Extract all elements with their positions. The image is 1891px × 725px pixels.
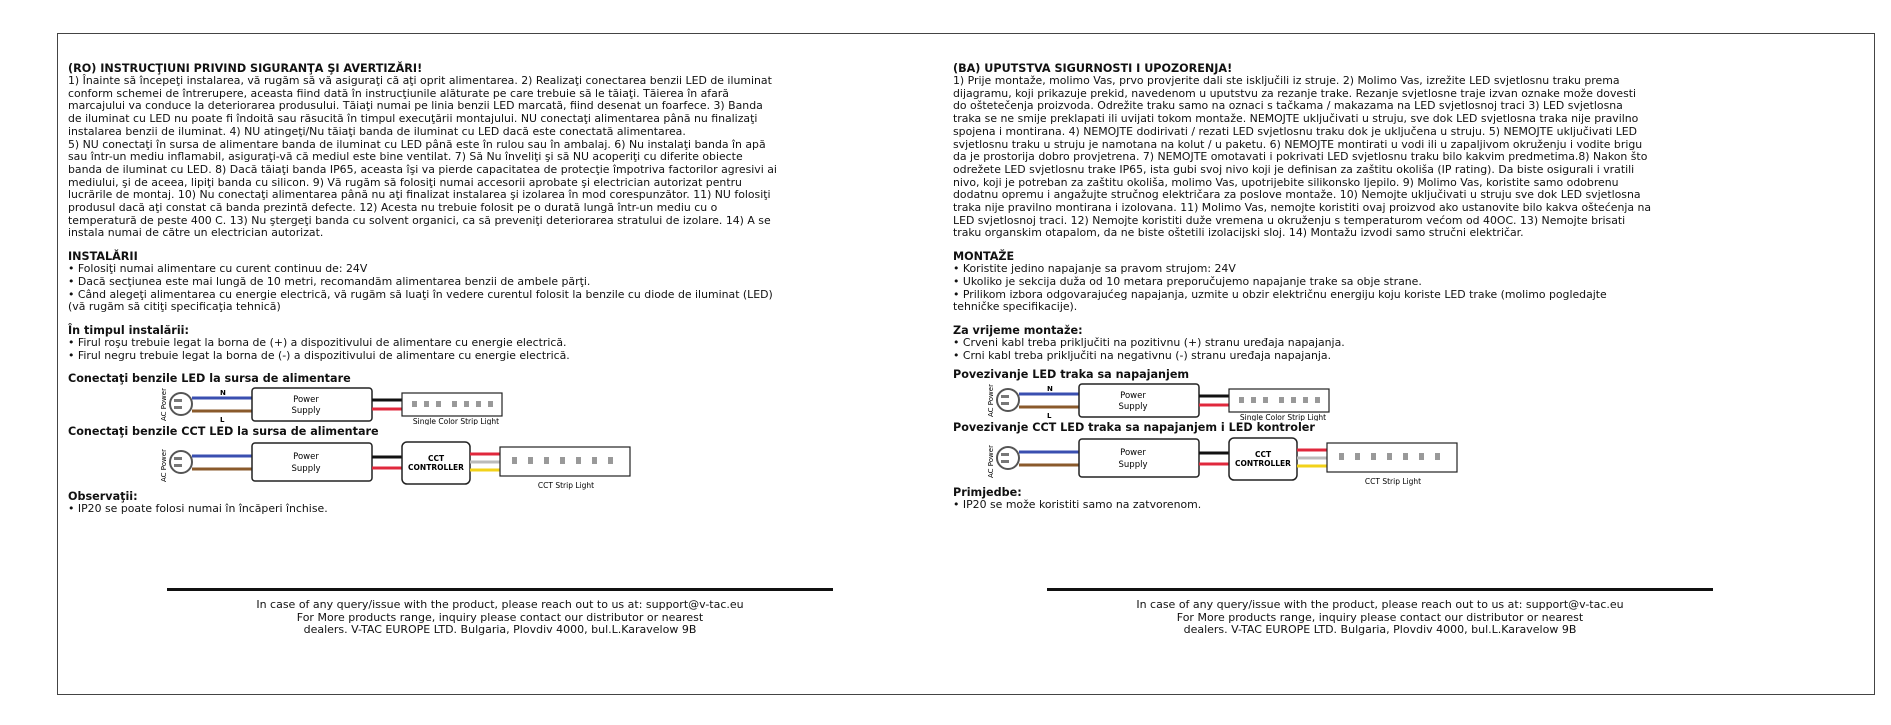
footer-distributor-line: For More products range, inquiry please contact our distributor or nearest xyxy=(1176,610,1584,624)
power-supply-box xyxy=(1079,439,1199,477)
cct-strip-label: CCT Strip Light xyxy=(1364,477,1422,487)
footer-distributor-line: For More products range, inquiry please contact our distributor or nearest xyxy=(296,610,704,624)
power-supply-label: Supply xyxy=(291,406,321,417)
ro-cct-diagram xyxy=(68,438,848,490)
ba-body-line: odrežete LED svjetlosnu trake IP65, ista gubi svoj nivo koji je definisan za zaštitu okoliša (IP rating). Da biste osigurali i vratili xyxy=(953,162,1635,176)
ba-body-line: dodatnu opremu i angažujte stručnog električara za poslove montaže. 10) Nemojte uključivati u struju sve dok LED svjetlosna xyxy=(953,188,1641,202)
live-label: L xyxy=(1047,412,1052,421)
ro-obs-heading: Observaţii: xyxy=(68,490,138,504)
ro-body-line: lucrările de montaj. 10) Nu conectaţi alimentarea până nu aţi finalizat instalarea şi izolarea în mod corespunzător. 11) NU folosiţi xyxy=(68,188,771,202)
ro-body-line: instalarea benzii de iluminat. 4) NU atingeţi/Nu tăiaţi banda de iluminat cu LED dacă este conectată alimentarea. xyxy=(68,124,686,138)
footer-address-line: dealers. V-TAC EUROPE LTD. Bulgaria, Plovdiv 4000, bul.L.Karavelow 9B xyxy=(1183,623,1577,636)
footer-contact-line: In case of any query/issue with the product, please reach out to us at: support@v-tac.eu xyxy=(1136,598,1624,611)
ro-install-line: • Dacă secţiunea este mai lungă de 10 metri, recomandăm alimentarea benzii de ambele părţi. xyxy=(68,274,591,288)
footer-contact-line: In case of any query/issue with the product, please reach out to us at: support@v-tac.eu xyxy=(256,598,744,611)
footer-right xyxy=(1047,588,1713,637)
ro-body-line: mediului, şi de aceea, lipiţi banda cu silicon. 9) Vă rugăm să folosiţi numai accesorii aprobate şi electrician autorizat pentru xyxy=(68,175,742,189)
neutral-label: N xyxy=(220,389,226,398)
ac-plug-icon xyxy=(997,389,1019,411)
ba-body-line: do oštetečenja proizvoda. Odrežite traku samo na oznaci s tačkama / makazama na LED svjetlosnoj traci 3) LED svjetlosna xyxy=(953,99,1623,113)
power-supply-label: Power xyxy=(1120,391,1146,402)
cct-controller-label: CONTROLLER xyxy=(1235,459,1291,469)
ba-during-line: • Crni kabl treba priključiti na negativnu (-) stranu uređaja napajanja. xyxy=(953,348,1332,362)
ro-body-line: marcajului va conduce la deteriorarea produsului. Tăiaţi numai pe linia benzii LED marcată, fiind desenat un foarfece. 3) Banda xyxy=(68,99,763,113)
ro-body-line: sau într-un mediu inflamabil, asiguraţi-vă că mediul este bine ventilat. 7) Să Nu înveliţi şi să NU acoperiţi cu diferite obiecte xyxy=(68,150,743,164)
power-supply-label: Power xyxy=(1120,448,1146,459)
single-strip-label: Single Color Strip Light xyxy=(1239,413,1327,422)
ro-during-line: • Firul negru trebuie legat la borna de (-) a dispozitivului de alimentare cu energie electrică. xyxy=(68,348,570,362)
ro-body-line: banda de iluminat cu LED. 8) Dacă tăiaţi banda IP65, aceasta îşi va pierde capacitatea de protecţie împotriva factorilor agresivi ai xyxy=(68,162,777,176)
ba-body xyxy=(953,75,1773,240)
ba-heading: (BA) UPUTSTVA SIGURNOSTI I UPOZORENJA! xyxy=(953,62,1233,75)
ba-body-line: nivo, koji je potreban za zaštitu okoliša, molimo Vas, upotrijebite silikonsko ljepilo. 9) Molimo Vas, koristite samo odobrenu xyxy=(953,175,1619,189)
ac-plug-icon xyxy=(170,451,192,473)
ba-connect-heading: Povezivanje LED traka sa napajanjem xyxy=(953,368,1190,382)
power-supply-label: Supply xyxy=(1118,402,1148,413)
ba-cct-diagram xyxy=(953,434,1773,486)
ba-single-color-diagram xyxy=(953,381,1773,421)
ro-during-line: • Firul roşu trebuie legat la borna de (+) a dispozitivului de alimentare cu energie electrică. xyxy=(68,335,567,349)
ba-connect-cct-heading: Povezivanje CCT LED traka sa napajanjem i LED kontroler xyxy=(953,421,1315,435)
neutral-label: N xyxy=(1047,385,1053,394)
ba-body-line: spojena i montirana. 4) NEMOJTE dodirivati / rezati LED svjetlosnu traku dok je uključena u struju. 5) NEMOJTE uključivati LED xyxy=(953,124,1638,138)
cct-controller-label: CCT xyxy=(1254,450,1272,460)
ro-heading: (RO) INSTRUCŢIUNI PRIVIND SIGURANŢA ŞI AVERTIZĂRI! xyxy=(68,62,423,75)
ba-install-line: • Prilikom izbora odgovarajućeg napajanja, uzmite u obzir električnu energiju koju koriste LED trake (molimo pogledajte xyxy=(953,287,1607,301)
ro-body xyxy=(68,75,848,240)
ro-body-line: de iluminat cu LED nu poate fi îndoită sau răsucită în timpul execuţării montajului. NU conectaţi alimentarea până nu finalizaţi xyxy=(68,112,758,126)
ba-during-heading: Za vrijeme montaže: xyxy=(953,323,1083,337)
ro-body-line: 5) NU conectaţi în sursa de alimentare banda de iluminat cu LED până este în rulou sau în ambalaj. 6) Nu instalaţi banda în apă xyxy=(68,137,766,151)
ro-install-line: • Folosiţi numai alimentare cu curent continuu de: 24V xyxy=(68,262,368,276)
ba-column xyxy=(953,62,1773,512)
ro-body-line: conform schemei de întrerupere, aceasta fiind dată în instrucţiunile alăturate pe care trebuie să le tăiaţi. Tăierea în afară xyxy=(68,86,729,100)
ba-obs-line: • IP20 se može koristiti samo na zatvorenom. xyxy=(953,498,1202,512)
ac-power-label: AC Power xyxy=(160,449,168,483)
ro-connect-heading: Conectaţi benzile LED la sursa de alimentare xyxy=(68,372,351,386)
live-label: L xyxy=(220,416,225,425)
ba-body-line: svjetlosnu traku u struju je namotana na kolut / u paketu. 6) NEMOJTE montirati u vodi ili u zapaljivom okruženju i vodite brigu xyxy=(953,137,1643,151)
ro-column xyxy=(68,62,848,516)
footer-left xyxy=(167,588,833,637)
ro-body-line: instala numai de către un electrician autorizat. xyxy=(68,226,324,240)
ba-install-line: • Ukoliko je sekcija duža od 10 metara preporučujemo napajanje trake sa obje strane. xyxy=(953,274,1422,288)
cct-strip-label: CCT Strip Light xyxy=(537,481,595,491)
power-supply-label: Power xyxy=(293,395,319,406)
power-supply-label: Power xyxy=(293,452,319,463)
ba-install-heading: MONTAŽE xyxy=(953,250,1015,264)
ba-body-line: traka se ne smije preklapati ili uvijati tokom montaže. NEMOJTE uključivati u struju, sve dok LED svjetlosna traka nije pravilno xyxy=(953,112,1639,126)
ro-body-line: 1) Înainte să începeţi instalarea, vă rugăm să vă asiguraţi că aţi oprit alimentarea. 2) Realizaţi conectarea benzii LED de iluminat xyxy=(68,74,772,87)
single-strip-label: Single Color Strip Light xyxy=(412,417,500,426)
footer-divider xyxy=(1047,588,1713,591)
ac-plug-icon xyxy=(997,447,1019,469)
footer-address-line: dealers. V-TAC EUROPE LTD. Bulgaria, Plovdiv 4000, bul.L.Karavelow 9B xyxy=(303,623,697,636)
ro-connect-cct-heading: Conectaţi benzile CCT LED la sursa de alimentare xyxy=(68,425,379,439)
ro-single-color-diagram xyxy=(68,385,848,425)
ro-install-line: • Când alegeţi alimentarea cu energie electrică, vă rugăm să luaţi în vedere curentul folosit la benzile cu diode de iluminat (LED) xyxy=(68,287,773,301)
ro-obs-line: • IP20 se poate folosi numai în încăperi închise. xyxy=(68,502,328,516)
ac-plug-icon xyxy=(170,393,192,415)
ro-body-line: temperatură de peste 400 C. 13) Nu ştergeţi banda cu solvent organici, ca să preveniţi deteriorarea stratului de izolare. 14) A se xyxy=(68,213,771,227)
ba-body-line: 1) Prije montaže, molimo Vas, prvo provjerite dali ste isključili iz struje. 2) Molimo Vas, izrežite LED svjetlosnu traku prema xyxy=(953,74,1620,87)
power-supply-box xyxy=(252,443,372,481)
power-supply-label: Supply xyxy=(1118,460,1148,471)
ba-body-line: LED svjetlosnoj traci. 12) Nemojte koristiti duže vremena u okruženju s temperaturom većom od 40OC. 13) Nemojte brisati xyxy=(953,213,1626,227)
ba-body-line: traku organskim otapalom, da ne biste oštetili izolacijski sloj. 14) Montažu izvodi samo stručni električar. xyxy=(953,226,1524,240)
ro-during-heading: În timpul instalării: xyxy=(68,323,189,337)
ba-during-line: • Crveni kabl treba priključiti na pozitivnu (+) stranu uređaja napajanja. xyxy=(953,335,1345,349)
ro-install-line: (vă rugăm să citiţi specificaţia tehnică) xyxy=(68,300,281,314)
ac-power-label: AC Power xyxy=(987,384,995,418)
ba-body-line: dijagramu, koji prikazuje prekid, navedenom u uputstvu za rezanje trake. Rezanje svjetlosne traje izvan oznake može dovesti xyxy=(953,86,1637,100)
ba-body-line: da je prostorija dobro provjetrena. 7) NEMOJTE omotavati i pokrivati LED svjetlosnu traku bilo kakvim predmetima.8) Nakon što xyxy=(953,150,1648,164)
ac-power-label: AC Power xyxy=(160,388,168,422)
ba-install-line: tehničke specifikacije). xyxy=(953,300,1078,314)
ro-install-heading: INSTALĂRII xyxy=(68,250,138,264)
ba-install-line: • Koristite jedino napajanje sa pravom strujom: 24V xyxy=(953,262,1236,276)
power-supply-label: Supply xyxy=(291,464,321,475)
ro-body-line: produsul dacă aţi constat că banda prezintă defecte. 12) Acesta nu trebuie folosit pe o durată lungă într-un mediu cu o xyxy=(68,201,718,215)
ba-obs-heading: Primjedbe: xyxy=(953,486,1022,500)
cct-controller-label: CCT xyxy=(427,454,445,464)
ac-power-label: AC Power xyxy=(987,445,995,479)
cct-controller-label: CONTROLLER xyxy=(408,463,464,473)
footer-divider xyxy=(167,588,833,591)
ba-body-line: traka nije pravilno montirana i izolovana. 11) Molimo Vas, nemojte koristiti ovaj proizvod ako ustanovite bilo kakva oštećenja na xyxy=(953,201,1652,215)
